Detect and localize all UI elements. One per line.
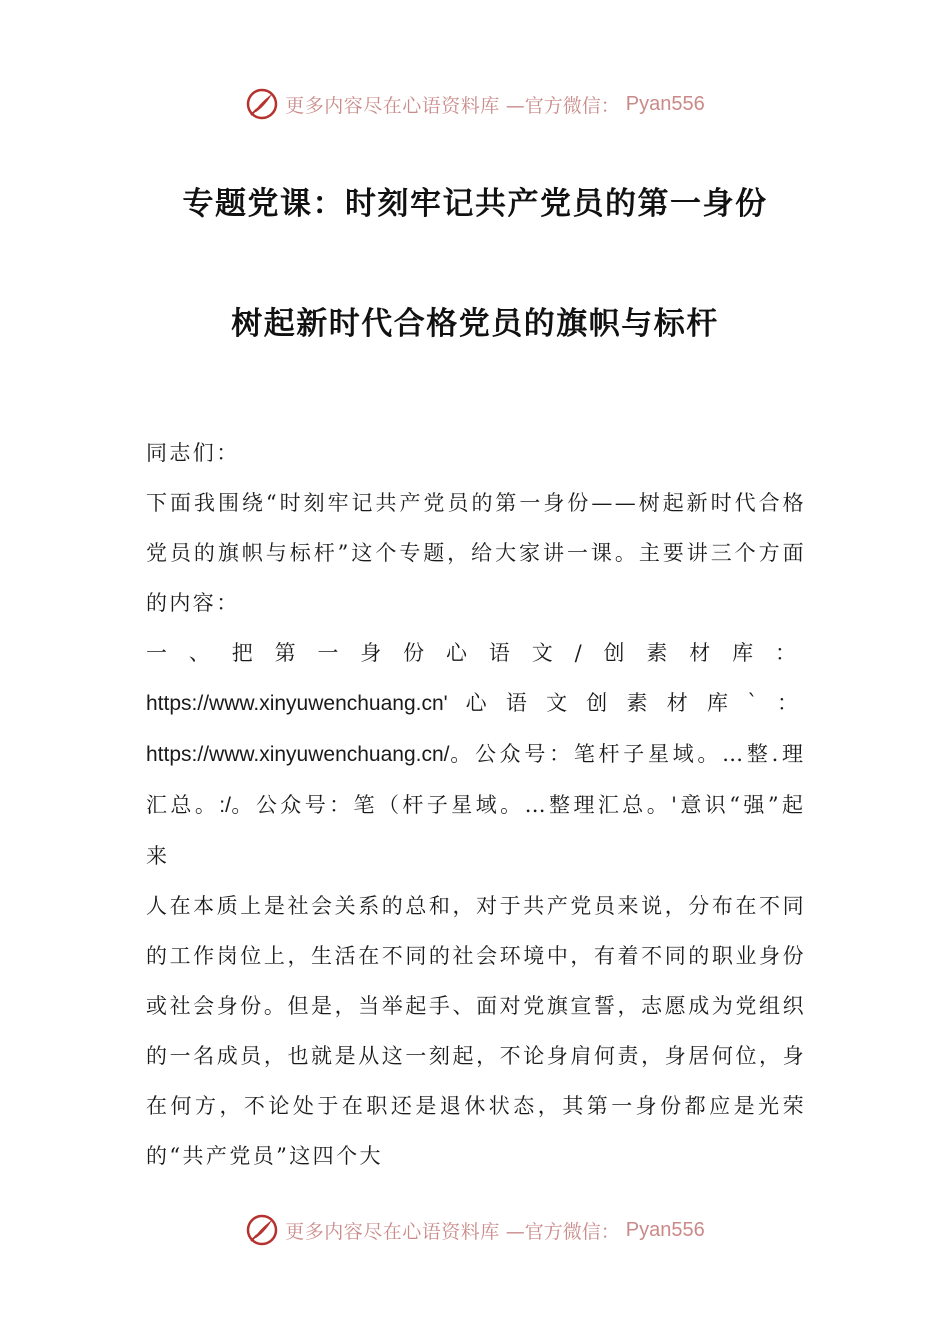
section1-part-e: 。公众号：笔（杆子星域。…整理汇总。'意识“强”起来 bbox=[146, 793, 806, 868]
watermark-text: 更多内容尽在心语资料库 bbox=[285, 1220, 500, 1243]
section1-part-b: 心语文创素材库`： bbox=[465, 691, 806, 715]
feather-pen-logo-icon bbox=[245, 87, 279, 121]
url-link-1[interactable]: https://www.xinyuwenchuang.cn' bbox=[146, 692, 448, 715]
watermark-separator: —官方微信： bbox=[505, 1220, 620, 1243]
document-title-line2: 树起新时代合格党员的旗帜与标杆 bbox=[231, 306, 719, 342]
feather-pen-logo-icon bbox=[245, 1213, 279, 1247]
url-link-2[interactable]: https://www.xinyuwenchuang.cn/ bbox=[146, 743, 450, 766]
intro-paragraph: 下面我围绕“时刻牢记共产党员的第一身份——树起新时代合格党员的旗帜与标杆”这个专题，给大家讲一课。主要讲三个方面的内容： bbox=[146, 491, 806, 615]
watermark-header bbox=[0, 84, 950, 124]
document-title-line1: 专题党课：时刻牢记共产党员的第一身份 bbox=[182, 186, 768, 222]
section1-part-c: 。公众号：笔杆子星域。…整.理汇总。 bbox=[146, 742, 806, 817]
watermark-text: 更多内容尽在心语资料库 bbox=[285, 94, 500, 117]
watermark-footer bbox=[0, 1210, 950, 1250]
document-body bbox=[146, 428, 806, 1181]
section-heading-1 bbox=[146, 628, 806, 881]
body-paragraph-2: 人在本质上是社会关系的总和，对于共产党员来说，分布在不同的工作岗位上，生活在不同的社会环境中，有着不同的职业身份或社会身份。但是，当举起手、面对党旗宣誓，志愿成为党组织的一名成员，也就是从这一刻起，不论身肩何责，身居何位，身在何方，不论处于在职还是退休状态，其第一身份都应是光荣的“共产党员”这四个大 bbox=[146, 894, 806, 1168]
watermark-separator: —官方微信： bbox=[505, 94, 620, 117]
section1-part-d: :/ bbox=[219, 794, 231, 817]
watermark-code: Pyan556 bbox=[625, 1218, 705, 1241]
section1-part-a: 一、把第一身份心语文/创素材库： bbox=[146, 641, 806, 665]
watermark-code: Pyan556 bbox=[625, 92, 705, 115]
salutation: 同志们： bbox=[146, 441, 240, 465]
